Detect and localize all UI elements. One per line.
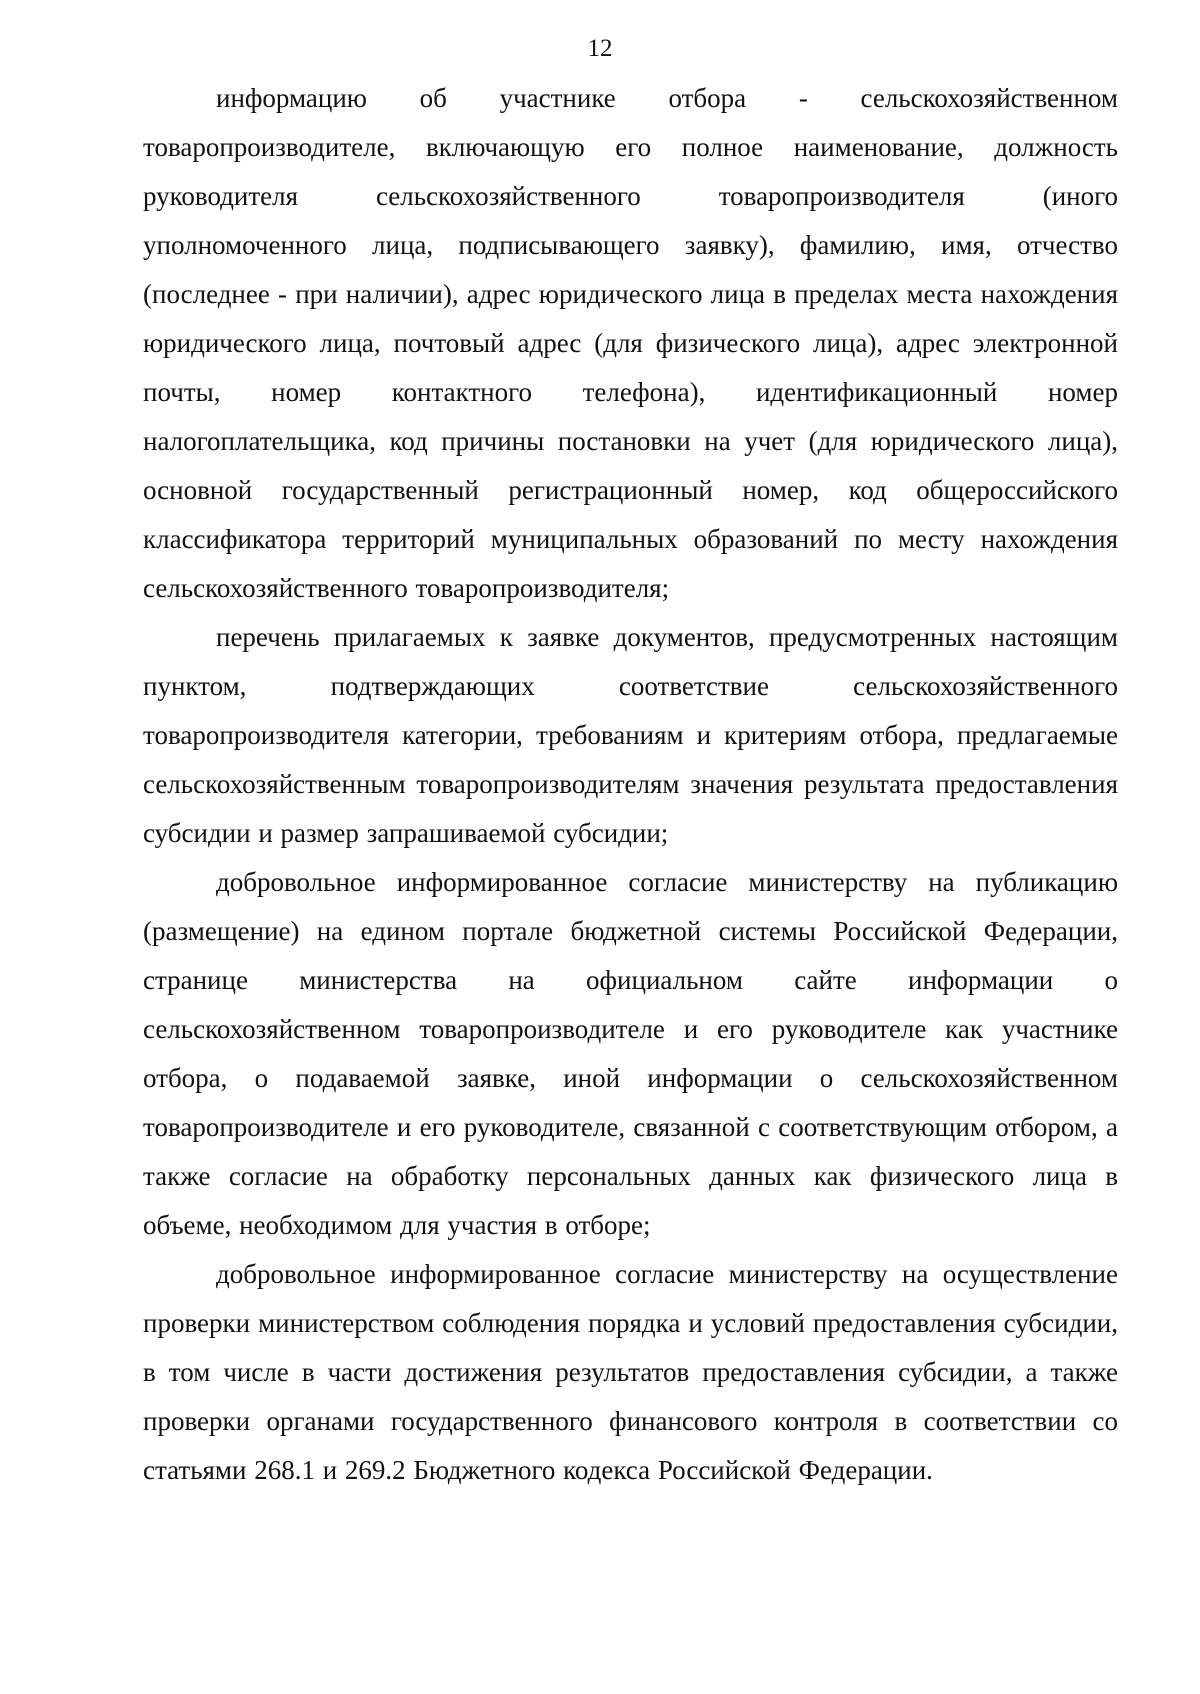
- paragraph-audit-consent: добровольное информированное согласие министерству на осуществление проверки министерством соблюдения порядка и условий предоставления субсидии, в том числе в части достижения результатов предоставления субсидии, а также проверки органами государственного финансового контроля в соответствии со статьями 268.1 и 269.2 Бюджетного кодекса Российской Федерации.: [143, 1259, 1118, 1485]
- paragraph-applicant-info: информацию об участнике отбора - сельскохозяйственном товаропроизводителе, включающую его полное наименование, должность руководителя сельскохозяйственного товаропроизводителя (иного уполномоченного лица, подписывающего заявку), фамилию, имя, отчество (последнее - при наличии), адрес юридического лица в пределах места нахождения юридического лица, почтовый адрес (для физического лица), адрес электронной почты, номер контактного телефона), идентификационный номер налогоплательщика, код причины постановки на учет (для юридического лица), основной государственный регистрационный номер, код общероссийского классификатора территорий муниципальных образований по месту нахождения сельскохозяйственного товаропроизводителя;: [143, 83, 1118, 603]
- paragraph-attached-documents: перечень прилагаемых к заявке документов, предусмотренных настоящим пунктом, подтверждающих соответствие сельскохозяйственного товаропроизводителя категории, требованиям и критериям отбора, предлагаемые сельскохозяйственным товаропроизводителям значения результата предоставления субсидии и размер запрашиваемой субсидии;: [143, 622, 1118, 848]
- paragraph-publication-consent: добровольное информированное согласие министерству на публикацию (размещение) на едином портале бюджетной системы Российской Федерации, странице министерства на официальном сайте информации о сельскохозяйственном товаропроизводителе и его руководителе как участнике отбора, о подаваемой заявке, иной информации о сельскохозяйственном товаропроизводителе и его руководителе, связанной с соответствующим отбором, а также согласие на обработку персональных данных как физического лица в объеме, необходимом для участия в отборе;: [143, 867, 1118, 1240]
- document-body: [143, 74, 1118, 1495]
- page-number: 12: [587, 35, 613, 62]
